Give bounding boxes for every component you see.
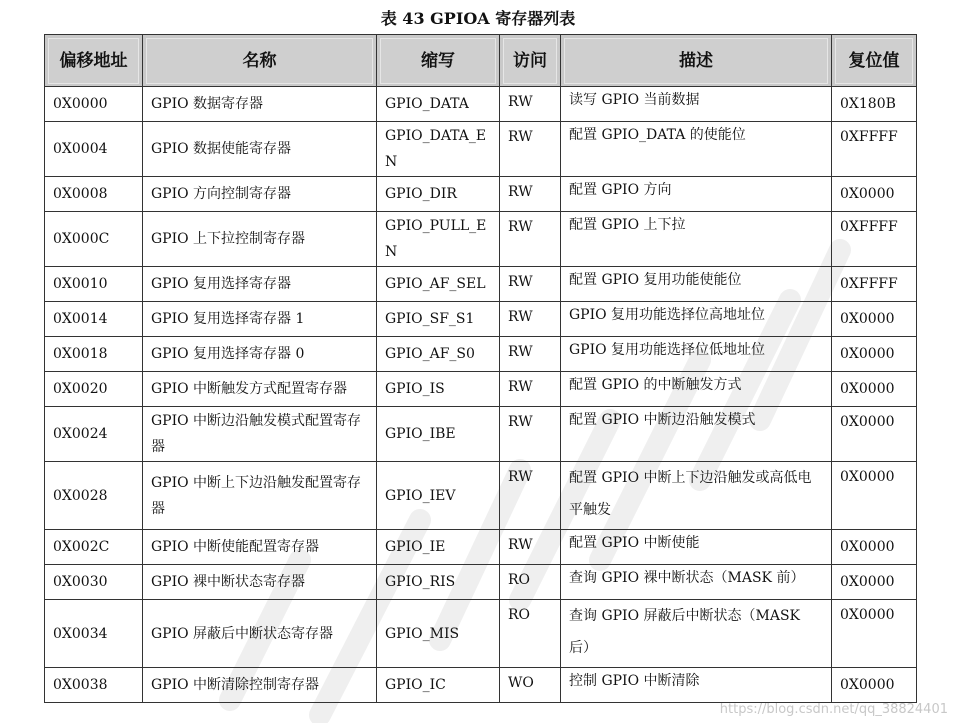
table-row [45, 122, 917, 177]
desc-cell: GPIO 复用功能选择位高地址位 [561, 302, 832, 337]
offset-cell: 0X002C [45, 530, 143, 565]
offset-cell: 0X0000 [45, 87, 143, 122]
reset-cell: 0X0000 [832, 565, 917, 600]
abbr-cell: GPIO_DATA_EN [377, 122, 500, 177]
offset-cell: 0X0008 [45, 177, 143, 212]
desc-cell: 配置 GPIO 中断上下边沿触发或高低电平触发 [561, 462, 832, 530]
reset-cell: 0X0000 [832, 668, 917, 703]
column-header-access-label: 访问 [503, 38, 557, 84]
access-cell: RW [500, 407, 561, 462]
table-row [45, 462, 917, 530]
reset-cell: 0XFFFF [832, 122, 917, 177]
column-header-desc-label: 描述 [564, 38, 828, 84]
reset-cell: 0X0000 [832, 407, 917, 462]
name-cell: GPIO 中断触发方式配置寄存器 [143, 372, 377, 407]
desc-cell: 配置 GPIO 的中断触发方式 [561, 372, 832, 407]
access-cell: RO [500, 565, 561, 600]
reset-cell: 0X0000 [832, 302, 917, 337]
abbr-cell: GPIO_IC [377, 668, 500, 703]
name-cell: GPIO 裸中断状态寄存器 [143, 565, 377, 600]
column-header-name-label: 名称 [146, 38, 373, 84]
name-cell: GPIO 数据寄存器 [143, 87, 377, 122]
abbr-cell: GPIO_DATA [377, 87, 500, 122]
table-row [45, 212, 917, 267]
offset-cell: 0X0034 [45, 600, 143, 668]
access-cell: RW [500, 122, 561, 177]
access-cell: RO [500, 600, 561, 668]
column-header-desc [561, 35, 832, 87]
column-header-offset-label: 偏移地址 [48, 38, 139, 84]
desc-cell: 配置 GPIO 中断使能 [561, 530, 832, 565]
table-row [45, 600, 917, 668]
reset-cell: 0X0000 [832, 372, 917, 407]
table-row [45, 302, 917, 337]
abbr-cell: GPIO_AF_S0 [377, 337, 500, 372]
desc-cell: 控制 GPIO 中断清除 [561, 668, 832, 703]
offset-cell: 0X0020 [45, 372, 143, 407]
access-cell: RW [500, 372, 561, 407]
offset-cell: 0X0010 [45, 267, 143, 302]
desc-cell: 查询 GPIO 裸中断状态（MASK 前） [561, 565, 832, 600]
register-table [44, 34, 917, 703]
abbr-cell: GPIO_AF_SEL [377, 267, 500, 302]
access-cell: RW [500, 337, 561, 372]
name-cell: GPIO 中断边沿触发模式配置寄存器 [143, 407, 377, 462]
desc-cell: 配置 GPIO 中断边沿触发模式 [561, 407, 832, 462]
desc-cell: 读写 GPIO 当前数据 [561, 87, 832, 122]
table-row [45, 530, 917, 565]
name-cell: GPIO 屏蔽后中断状态寄存器 [143, 600, 377, 668]
column-header-access [500, 35, 561, 87]
reset-cell: 0X0000 [832, 337, 917, 372]
access-cell: RW [500, 177, 561, 212]
abbr-cell: GPIO_IS [377, 372, 500, 407]
access-cell: RW [500, 87, 561, 122]
reset-cell: 0XFFFF [832, 212, 917, 267]
table-row [45, 87, 917, 122]
column-header-abbr-label: 缩写 [380, 38, 496, 84]
abbr-cell: GPIO_IEV [377, 462, 500, 530]
reset-cell: 0X0000 [832, 177, 917, 212]
abbr-cell: GPIO_RIS [377, 565, 500, 600]
name-cell: GPIO 中断上下边沿触发配置寄存器 [143, 462, 377, 530]
table-row [45, 267, 917, 302]
name-cell: GPIO 中断清除控制寄存器 [143, 668, 377, 703]
column-header-reset-label: 复位值 [835, 38, 913, 84]
table-row [45, 177, 917, 212]
column-header-offset [45, 35, 143, 87]
abbr-cell: GPIO_IE [377, 530, 500, 565]
offset-cell: 0X0018 [45, 337, 143, 372]
access-cell: RW [500, 267, 561, 302]
reset-cell: 0X0000 [832, 600, 917, 668]
table-row [45, 407, 917, 462]
abbr-cell: GPIO_MIS [377, 600, 500, 668]
table-row [45, 668, 917, 703]
access-cell: RW [500, 212, 561, 267]
desc-cell: 配置 GPIO_DATA 的使能位 [561, 122, 832, 177]
name-cell: GPIO 上下拉控制寄存器 [143, 212, 377, 267]
access-cell: RW [500, 302, 561, 337]
offset-cell: 0X0014 [45, 302, 143, 337]
table-row [45, 372, 917, 407]
access-cell: RW [500, 462, 561, 530]
access-cell: RW [500, 530, 561, 565]
reset-cell: 0X0000 [832, 462, 917, 530]
name-cell: GPIO 数据使能寄存器 [143, 122, 377, 177]
offset-cell: 0X0030 [45, 565, 143, 600]
name-cell: GPIO 中断使能配置寄存器 [143, 530, 377, 565]
name-cell: GPIO 复用选择寄存器 0 [143, 337, 377, 372]
offset-cell: 0X0024 [45, 407, 143, 462]
desc-cell: 配置 GPIO 上下拉 [561, 212, 832, 267]
table-row [45, 565, 917, 600]
site-watermark: https://blog.csdn.net/qq_38824401 [719, 702, 948, 717]
column-header-reset [832, 35, 917, 87]
table-caption: 表 43 GPIOA 寄存器列表 [380, 9, 576, 28]
desc-cell: 配置 GPIO 复用功能使能位 [561, 267, 832, 302]
desc-cell: 配置 GPIO 方向 [561, 177, 832, 212]
abbr-cell: GPIO_PULL_EN [377, 212, 500, 267]
name-cell: GPIO 复用选择寄存器 [143, 267, 377, 302]
table-row [45, 337, 917, 372]
reset-cell: 0X180B [832, 87, 917, 122]
desc-cell: GPIO 复用功能选择位低地址位 [561, 337, 832, 372]
abbr-cell: GPIO_DIR [377, 177, 500, 212]
abbr-cell: GPIO_IBE [377, 407, 500, 462]
offset-cell: 0X0004 [45, 122, 143, 177]
column-header-name [143, 35, 377, 87]
access-cell: WO [500, 668, 561, 703]
reset-cell: 0XFFFF [832, 267, 917, 302]
reset-cell: 0X0000 [832, 530, 917, 565]
offset-cell: 0X000C [45, 212, 143, 267]
offset-cell: 0X0028 [45, 462, 143, 530]
column-header-abbr [377, 35, 500, 87]
name-cell: GPIO 方向控制寄存器 [143, 177, 377, 212]
name-cell: GPIO 复用选择寄存器 1 [143, 302, 377, 337]
abbr-cell: GPIO_SF_S1 [377, 302, 500, 337]
offset-cell: 0X0038 [45, 668, 143, 703]
table-header-row [45, 35, 917, 87]
desc-cell: 查询 GPIO 屏蔽后中断状态（MASK 后） [561, 600, 832, 668]
